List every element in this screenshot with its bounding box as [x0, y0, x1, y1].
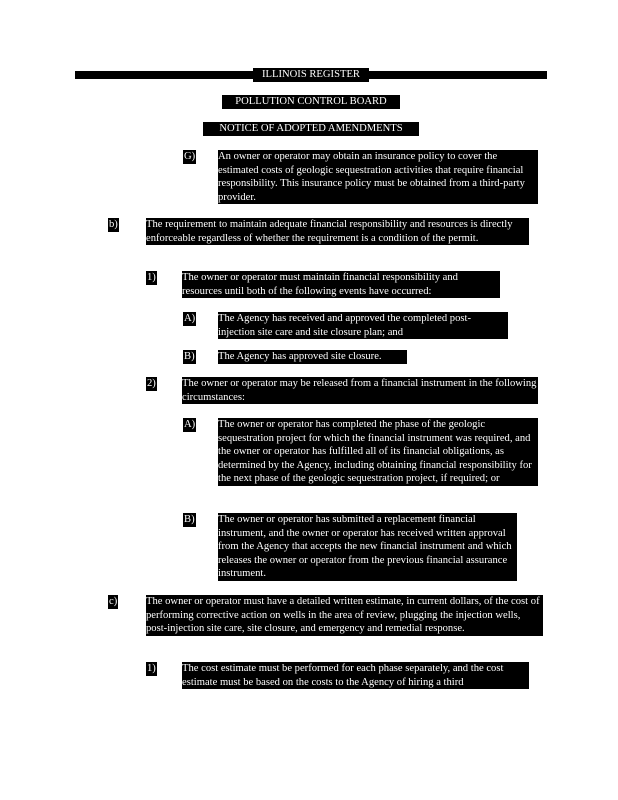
item-label-g: G) [184, 151, 196, 162]
item-text-b2: The owner or operator may be released from a financial instrument in the following circumstances: [182, 378, 537, 403]
item-label-b2b: B) [184, 514, 195, 525]
item-text-b1b: The Agency has approved site closure. [218, 350, 407, 364]
item-text-c: The owner or operator must have a detailed written estimate, in current dollars, of the cost of performing corrective action on wells in the area of review, plugging the injection wells, post-injection site care, site closure, and emergency and remedial response. [146, 595, 543, 636]
item-text-b1: The owner or operator must maintain financial responsibility and resources until both of the following events have occurred: [182, 271, 500, 298]
board-title: POLLUTION CONTROL BOARD [222, 95, 400, 109]
register-title: ILLINOIS REGISTER [253, 68, 369, 82]
item-label-b1: 1) [147, 272, 156, 283]
item-label-b2a: A) [184, 419, 196, 430]
item-text-c1: The cost estimate must be performed for each phase separately, and the cost estimate must be based on the costs to the Agency of hiring a third [182, 662, 529, 689]
item-text-g: An owner or operator may obtain an insurance policy to cover the estimated costs of geologic sequestration activities that require financial responsibility. This insurance policy must be obtained from a third-party provider. [218, 150, 538, 204]
item-label-b1b: B) [184, 351, 195, 362]
item-label-b1a: A) [184, 313, 196, 324]
item-text-b2a: The owner or operator has completed the phase of the geologic sequestration project for which the financial instrument was required, and the owner or operator has fulfilled all of its financial obligations, as determined by the Agency, including obtaining financial responsibility for the next phase of the geologic sequestration project, if required; or [218, 418, 538, 486]
item-label-b: b) [109, 219, 118, 230]
item-text-b: The requirement to maintain adequate financial responsibility and resources is directly enforceable regardless of whether the requirement is a condition of the permit. [146, 218, 529, 245]
item-label-c1: 1) [147, 663, 156, 674]
item-text-b1a: The Agency has received and approved the completed post-injection site care and site closure plan; and [218, 312, 508, 339]
notice-title: NOTICE OF ADOPTED AMENDMENTS [203, 122, 419, 136]
item-label-b2: 2) [147, 378, 156, 389]
item-text-b2b: The owner or operator has submitted a replacement financial instrument, and the owner or operator has received written approval from the Agency that accepts the new financial instrument and which releases the owner or operator from the previous financial assurance instrument. [218, 513, 517, 581]
item-label-c: c) [109, 596, 118, 607]
